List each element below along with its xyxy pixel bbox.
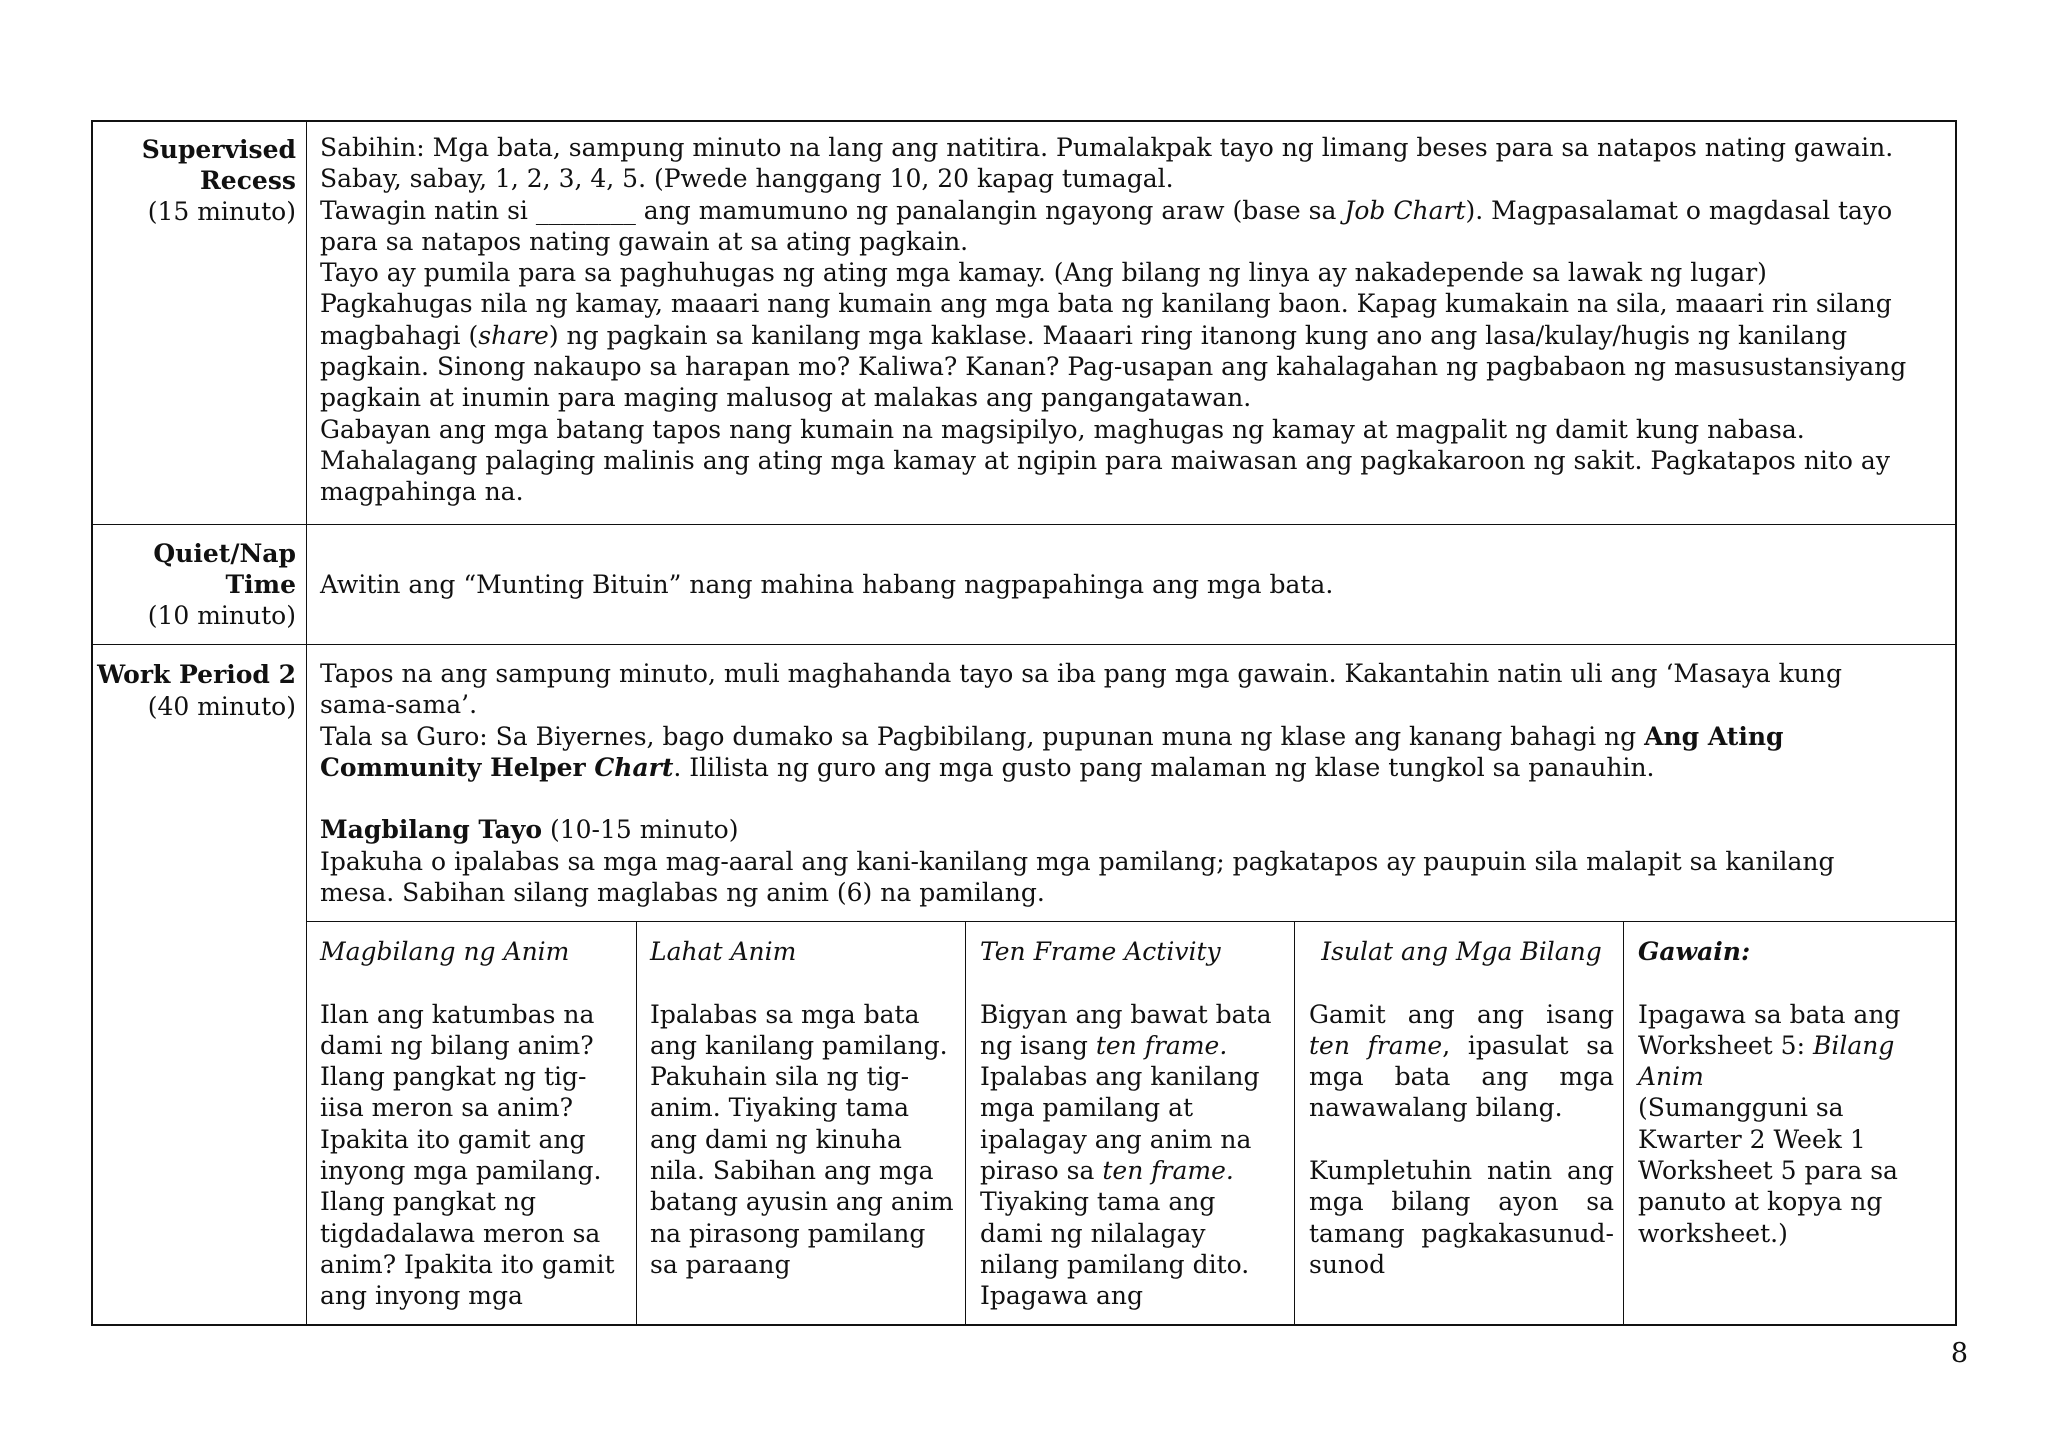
magbilang-tayo-heading bbox=[320, 814, 1910, 845]
recess-paragraph-3: Tayo ay pumila para sa paghuhugas ng ating mga kamay. (Ang bilang ng linya ay nakadepende sa lawak ng lugar) bbox=[320, 258, 1767, 288]
nap-label-line-1: Quiet/Nap bbox=[153, 539, 296, 568]
magbilang-tayo-duration: (10-15 minuto) bbox=[542, 815, 739, 845]
activity-1-title: Magbilang ng Anim bbox=[320, 937, 570, 966]
activity-3-body-3: Tiyaking tama ang dami ng nilalagay nilang pamilang dito. Ipagawa ang bbox=[980, 1187, 1250, 1311]
activity-4-body-2: Kumpletuhin natin ang mga bilang ayon sa tamang pagkakasunud-sunod bbox=[1309, 1156, 1614, 1279]
activity-4-body-1 bbox=[1309, 999, 1614, 1124]
recess-instructions bbox=[320, 132, 1910, 508]
recess-paragraph-1: Sabihin: Mga bata, sampung minuto na lang ang natitira. Pumalakpak tayo ng limang beses para sa natapos nating gawain. Sabay, sabay, 1, 2, 3, 4, 5. (Pwede hanggang 10, 20 kapag tumagal. bbox=[320, 133, 1894, 194]
activity-3-body-1-emphasis: ten frame. bbox=[1095, 1030, 1228, 1060]
activity-gawain bbox=[1638, 936, 1943, 1249]
activity-3-body-2-text: Ipalabas ang kanilang mga pamilang at ipalagay ang anim na piraso sa bbox=[980, 1062, 1260, 1186]
recess-paragraph-4 bbox=[320, 288, 1910, 413]
activity-divider-1 bbox=[636, 921, 637, 1326]
activity-3-body-2 bbox=[980, 1061, 1285, 1186]
page-number: 8 bbox=[1950, 1338, 1968, 1369]
recess-p2-text: Tawagin natin si ________ ang mamumuno ng panalangin ngayong araw (base sa bbox=[320, 195, 1345, 225]
activity-2-title: Lahat Anim bbox=[650, 937, 797, 966]
work-period-label-line: Work Period 2 bbox=[97, 660, 296, 689]
row-divider-recess bbox=[91, 524, 1957, 525]
label-column-divider bbox=[306, 120, 307, 1326]
recess-paragraph-2 bbox=[320, 195, 1910, 258]
activity-isulat-ang-mga-bilang bbox=[1309, 936, 1614, 1280]
recess-p4-text-end: ) ng pagkain sa kanilang mga kaklase. Maaari ring itanong kung ano ang lasa/kulay/hugis ng kanilang pagkain. Sinong nakaupo sa harapan mo? Kaliwa? Kanan? Pag-usapan ang kahalagahan ng pagbabaon ng masusustansiyang pagkain at inumin para maging malusog at malakas ang pangangatawan. bbox=[320, 320, 1907, 413]
recess-label bbox=[100, 134, 296, 227]
activity-2-body: Ipalabas sa mga bata ang kanilang pamilang. Pakuhain sila ng tig-anim. Tiyaking tama ang dami ng kinuha nila. Sabihan ang mga batang ayusin ang anim na pirasong pamilang sa paraang bbox=[650, 999, 954, 1279]
activity-divider-3 bbox=[1294, 921, 1295, 1326]
recess-duration: (15 minuto) bbox=[147, 197, 296, 226]
activity-1-body: Ilan ang katumbas na dami ng bilang anim? Ilang pangkat ng tig-iisa meron sa anim? Ipakita ito gamit ang inyong mga pamilang. Ilang pangkat ng tigdadalawa meron sa anim? Ipakita ito gamit ang inyong mga bbox=[320, 999, 615, 1311]
activity-3-body-1 bbox=[980, 999, 1285, 1062]
recess-label-line-2: Recess bbox=[200, 166, 296, 195]
activity-ten-frame bbox=[980, 936, 1285, 1312]
activity-3-body-1-text: Bigyan ang bawat bata ng isang bbox=[980, 999, 1272, 1060]
paragraph-gap bbox=[320, 783, 1910, 814]
activity-divider-2 bbox=[965, 921, 966, 1326]
magbilang-tayo-title: Magbilang Tayo bbox=[320, 815, 542, 845]
activities-top-border bbox=[306, 921, 1957, 922]
activity-divider-4 bbox=[1623, 921, 1624, 1326]
nap-instructions bbox=[320, 569, 1910, 600]
teacher-note-text-end: . Ililista ng guro ang mga gusto pang malaman ng klase tungkol sa panauhin. bbox=[673, 752, 1655, 782]
recess-p4-text: Pagkahugas nila ng kamay, maaari nang kumain ang mga bata ng kanilang baon. Kapag kumakain na sila, maaari rin silang magbahagi ( bbox=[320, 289, 1892, 350]
activity-5-body-1 bbox=[1638, 999, 1943, 1093]
work-period-teacher-note bbox=[320, 721, 1910, 784]
nap-text: Awitin ang “Munting Bituin” nang mahina habang nagpapahinga ang mga bata. bbox=[320, 570, 1334, 599]
activity-5-title: Gawain: bbox=[1638, 937, 1751, 966]
activity-4-title: Isulat ang Mga Bilang bbox=[1321, 937, 1602, 966]
nap-label-line-2: Time bbox=[225, 570, 296, 599]
row-divider-nap bbox=[91, 644, 1957, 645]
work-period-paragraph-1: Tapos na ang sampung minuto, muli maghahanda tayo sa iba pang mga gawain. Kakantahin natin uli ang ‘Masaya kung sama-sama’. bbox=[320, 659, 1842, 720]
activity-4-body-1-text-end: , ipasulat sa mga bata ang mga nawawalang bilang. bbox=[1309, 1030, 1615, 1123]
nap-label bbox=[100, 538, 296, 631]
teacher-note-chart-word: Chart bbox=[594, 752, 674, 782]
recess-label-line-1: Supervised bbox=[141, 135, 296, 164]
activity-3-title: Ten Frame Activity bbox=[980, 937, 1221, 966]
activity-magbilang-ng-anim bbox=[320, 936, 626, 1312]
recess-p2-text-end: ). Magpasalamat o magdasal tayo para sa natapos nating gawain at sa ating pagkain. bbox=[320, 195, 1893, 256]
recess-p2-emphasis: Job Chart bbox=[1344, 195, 1466, 225]
activity-lahat-anim bbox=[650, 936, 956, 1280]
activity-5-body-2: (Sumangguni sa Kwarter 2 Week 1 Worksheet 5 para sa panuto at kopya ng worksheet.) bbox=[1638, 1093, 1898, 1248]
activity-3-body-2-emphasis: ten frame. bbox=[1102, 1156, 1234, 1186]
work-period-label bbox=[94, 659, 296, 722]
activity-5-body-1-emphasis: Bilang Anim bbox=[1638, 1030, 1895, 1092]
work-period-instructions bbox=[320, 658, 1910, 908]
activity-4-body-1-emphasis: ten frame bbox=[1309, 1030, 1443, 1060]
recess-paragraph-5: Gabayan ang mga batang tapos nang kumain na magsipilyo, maghugas ng kamay at magpalit ng damit kung nabasa. Mahalagang palaging malinis ang ating mga kamay at ngipin para maiwasan ang pagkakaroon ng sakit. Pagkatapos nito ay magpahinga na. bbox=[320, 414, 1890, 507]
work-period-duration: (40 minuto) bbox=[147, 692, 296, 721]
nap-duration: (10 minuto) bbox=[147, 601, 296, 630]
teacher-note-text: Tala sa Guro: Sa Biyernes, bago dumako sa Pagbibilang, pupunan muna ng klase ang kanang bahagi ng bbox=[320, 721, 1645, 751]
activity-5-body-1-text: Ipagawa sa bata ang Worksheet 5: bbox=[1638, 999, 1901, 1060]
work-period-paragraph-4: Ipakuha o ipalabas sa mga mag-aaral ang kani-kanilang mga pamilang; pagkatapos ay paupuin sila malapit sa kanilang mesa. Sabihan silang maglabas ng anim (6) na pamilang. bbox=[320, 846, 1835, 908]
recess-p4-emphasis: share bbox=[478, 320, 549, 350]
activity-4-body-1-text: Gamit ang ang isang bbox=[1309, 999, 1614, 1029]
teacher-note-chart-name: Ang Ating Community Helper bbox=[320, 721, 1784, 782]
